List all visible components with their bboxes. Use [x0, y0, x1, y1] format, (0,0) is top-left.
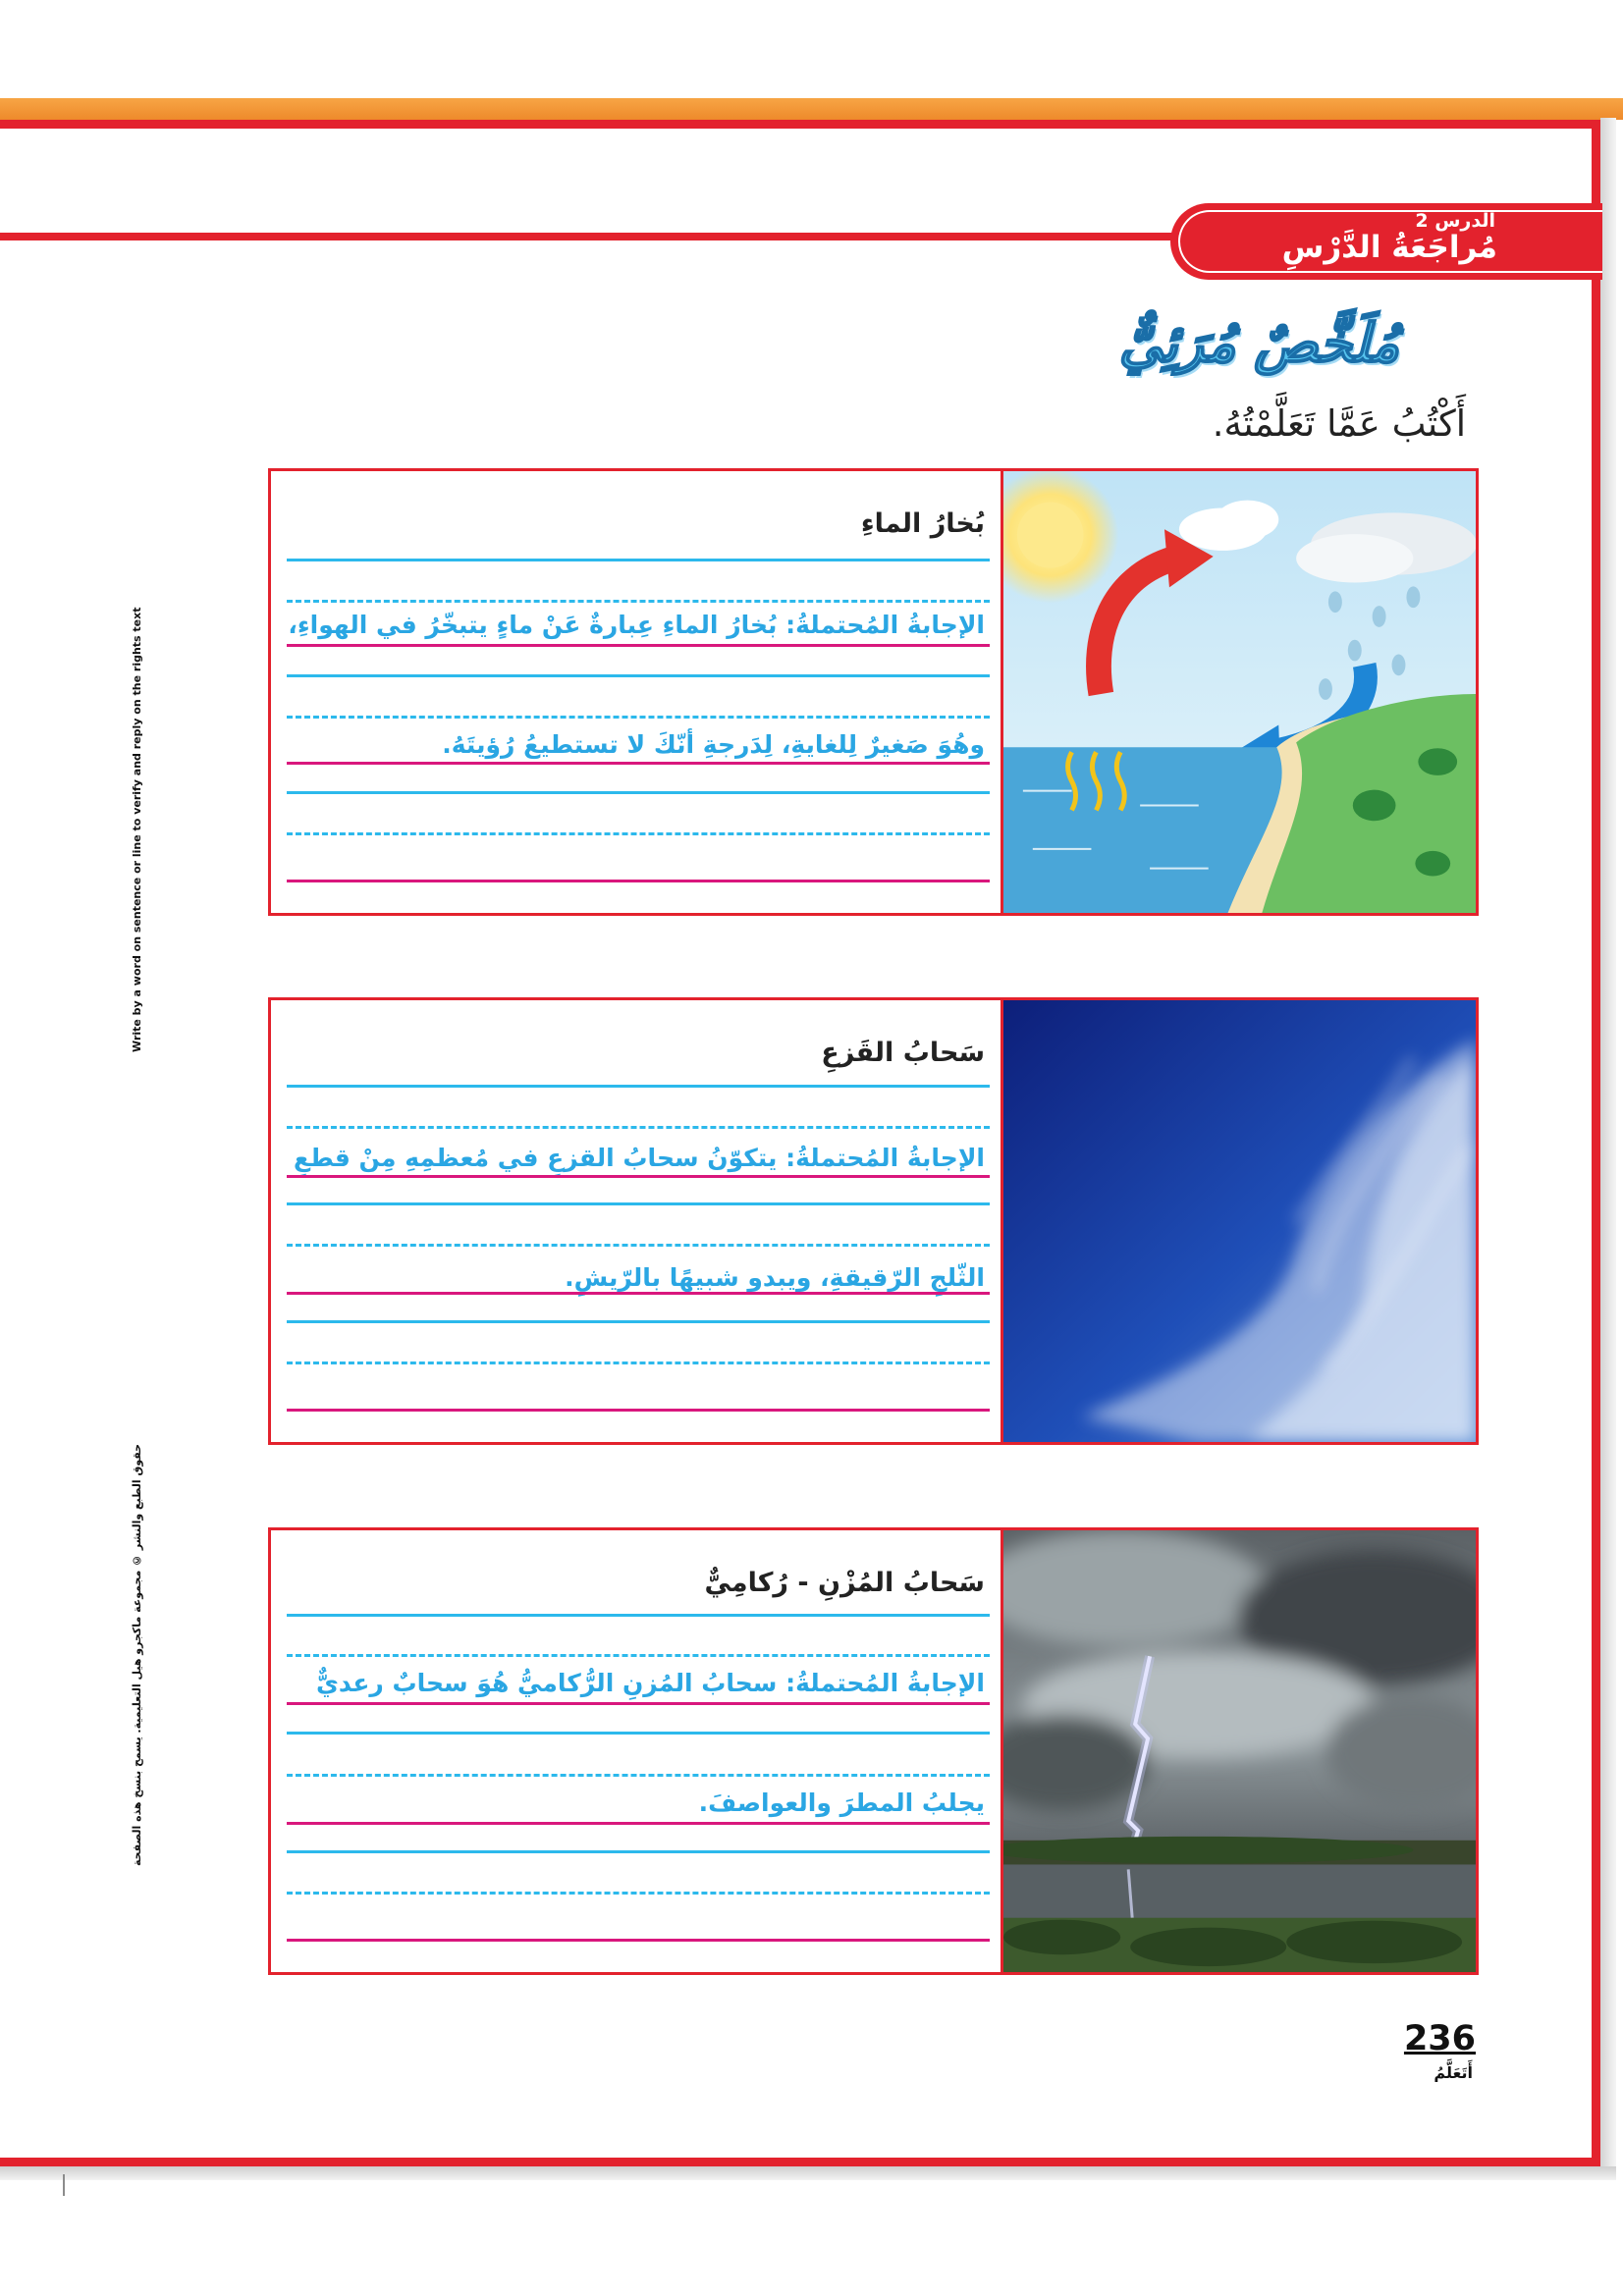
water-cycle-illustration — [1001, 471, 1476, 913]
guide-line — [287, 1614, 990, 1617]
baseline — [287, 1175, 990, 1178]
baseline — [287, 1409, 990, 1412]
answer-text: وهُوَ صَغيرٌ لِلغايةِ، لِدَرجةِ أنّكَ لا تستطيعُ رُؤيتَهُ. — [442, 730, 985, 759]
lesson-title: مُراجَعَةُ الدَّرْسِ — [1281, 230, 1497, 265]
page-number: 236 — [1403, 2019, 1476, 2058]
card-title: سَحابُ القَزعِ — [821, 1038, 985, 1068]
guide-line — [287, 1085, 990, 1088]
midline-dashed — [287, 1244, 990, 1247]
baseline — [287, 1822, 990, 1825]
answer-text: يجلبُ المطرَ والعواصفَ. — [698, 1789, 985, 1817]
baseline — [287, 644, 990, 647]
guide-line — [287, 674, 990, 677]
midline-dashed — [287, 832, 990, 835]
guide-line — [287, 1850, 990, 1853]
baseline — [287, 1702, 990, 1705]
baseline — [287, 1292, 990, 1295]
baseline — [287, 1939, 990, 1942]
answer-text: الإجابةُ المُحتملةُ: بُخارُ الماءِ عِبارةٌ عَنْ ماءٍ يتبخّرُ في الهواءِ، — [288, 611, 985, 639]
midline-dashed — [287, 1654, 990, 1657]
card-title: بُخارُ الماءِ — [860, 508, 985, 539]
guide-line — [287, 1202, 990, 1205]
guide-line — [287, 1320, 990, 1323]
midline-dashed — [287, 1126, 990, 1129]
header-rule — [0, 233, 1183, 240]
subject-label: أَتَعَلَّمُ — [1434, 2063, 1473, 2082]
midline-dashed — [287, 716, 990, 719]
page-shadow-right — [1600, 118, 1616, 2174]
answer-text: الإجابةُ المُحتملةُ: سحابُ المُزنِ الرُّكاميُّ هُوَ سحابٌ رعديٌّ — [316, 1669, 985, 1697]
top-margin — [0, 0, 1623, 98]
card-cirrus-clouds — [268, 997, 1479, 1445]
card-water-vapor — [268, 468, 1479, 916]
orange-top-band — [0, 98, 1623, 120]
side-note-upper: Write by a word on sentence or line to verify and reply on the rights text — [131, 607, 143, 1052]
midline-dashed — [287, 1892, 990, 1895]
card-title: سَحابُ المُزْنِ - رُكامِيٌّ — [704, 1568, 985, 1598]
cirrus-cloud-photo — [1001, 1000, 1476, 1442]
lesson-number: الدرس 2 — [1415, 210, 1495, 232]
instruction-text: أَكْتُبُ عَمَّا تَعَلَّمْتُهُ. — [1212, 402, 1466, 445]
side-note-lower: حقوق الطبع والنشر © مجموعة ماكجرو هيل التعليمية. يسمح بنسخ هذه الصفحة — [131, 1443, 143, 1866]
midline-dashed — [287, 1774, 990, 1777]
baseline — [287, 762, 990, 765]
baseline — [287, 880, 990, 882]
answer-text: الإجابةُ المُحتملةُ: يتكوّنُ سحابُ القزعِ في مُعظمِهِ مِنْ قطعِ — [294, 1144, 985, 1172]
crop-mark — [63, 2174, 65, 2196]
page-shadow-bottom — [0, 2166, 1616, 2180]
thunderstorm-photo — [1001, 1530, 1476, 1972]
midline-dashed — [287, 600, 990, 603]
guide-line — [287, 1732, 990, 1735]
visual-summary-heading: مُلَخَّصٌ مُرَئِيٌّ — [1118, 312, 1399, 374]
guide-line — [287, 791, 990, 794]
guide-line — [287, 559, 990, 561]
card-cumulonimbus — [268, 1527, 1479, 1975]
answer-text: الثّلجِ الرّقيقةِ، ويبدو شبيهًا بالرّيشِ. — [565, 1263, 985, 1292]
midline-dashed — [287, 1362, 990, 1364]
